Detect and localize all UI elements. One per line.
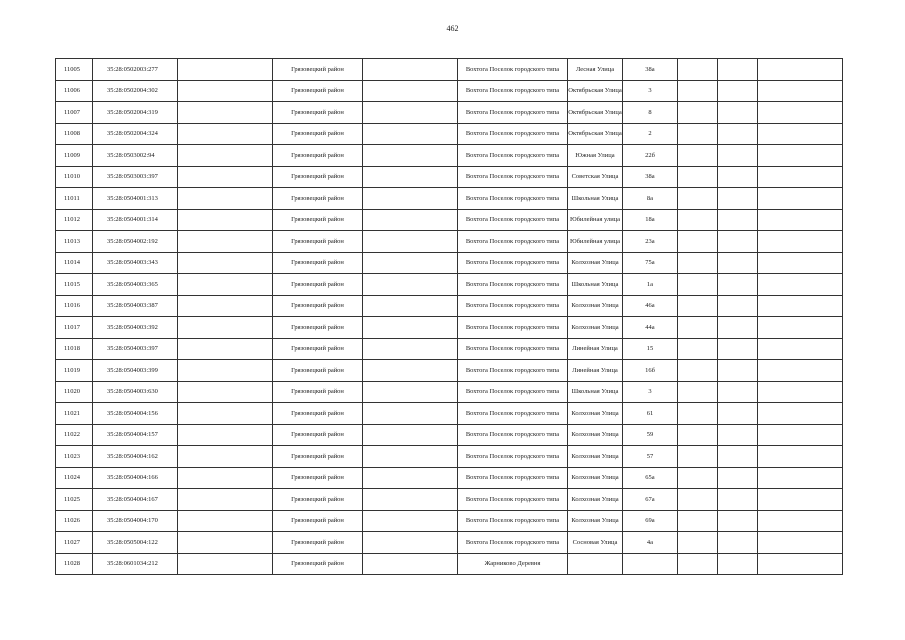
empty-cell [758,295,843,317]
empty-cell [678,338,718,360]
empty-cell [718,317,758,339]
empty-cell [758,102,843,124]
district-cell: Грязовецкий район [273,360,363,382]
table-row [56,274,843,296]
house-number-cell: 23а [623,231,678,253]
empty-cell [758,510,843,532]
table-row [56,209,843,231]
district-cell: Грязовецкий район [273,188,363,210]
empty-cell [758,123,843,145]
empty-cell [758,145,843,167]
house-number-cell [623,553,678,575]
empty-cell [758,252,843,274]
empty-cell [178,102,273,124]
cadastral-number-cell: 35:28:0504004:162 [93,446,178,468]
table-row [56,553,843,575]
row-number-cell: 11028 [56,553,93,575]
row-number-cell: 11023 [56,446,93,468]
cadastral-number-cell: 35:28:0502004:302 [93,80,178,102]
empty-cell [758,166,843,188]
empty-cell [363,553,458,575]
empty-cell [718,360,758,382]
empty-cell [678,532,718,554]
settlement-cell: Вохтога Поселок городского типа [458,166,568,188]
empty-cell [678,102,718,124]
cadastral-number-cell: 35:28:0504001:314 [93,209,178,231]
cadastral-number-cell: 35:28:0504004:166 [93,467,178,489]
empty-cell [363,209,458,231]
empty-cell [363,532,458,554]
street-cell: Колхозная Улица [568,424,623,446]
empty-cell [363,489,458,511]
empty-cell [718,553,758,575]
district-cell: Грязовецкий район [273,102,363,124]
table-row [56,532,843,554]
district-cell: Грязовецкий район [273,274,363,296]
table-row [56,403,843,425]
row-number-cell: 11006 [56,80,93,102]
empty-cell [758,188,843,210]
row-number-cell: 11026 [56,510,93,532]
empty-cell [718,489,758,511]
district-cell: Грязовецкий район [273,145,363,167]
empty-cell [178,295,273,317]
cadastral-number-cell: 35:28:0601034:212 [93,553,178,575]
house-number-cell: 65а [623,467,678,489]
house-number-cell: 3 [623,381,678,403]
empty-cell [718,510,758,532]
cadastral-number-cell: 35:28:0502004:319 [93,102,178,124]
street-cell: Лесная Улица [568,59,623,81]
street-cell: Колхозная Улица [568,403,623,425]
empty-cell [678,424,718,446]
cadastral-number-cell: 35:28:0504003:343 [93,252,178,274]
cadastral-number-cell: 35:28:0503002:94 [93,145,178,167]
cadastral-number-cell: 35:28:0505004:122 [93,532,178,554]
empty-cell [363,317,458,339]
table-row [56,317,843,339]
empty-cell [758,532,843,554]
row-number-cell: 11012 [56,209,93,231]
district-cell: Грязовецкий район [273,123,363,145]
settlement-cell: Вохтога Поселок городского типа [458,532,568,554]
empty-cell [718,532,758,554]
table-row [56,188,843,210]
empty-cell [718,59,758,81]
table-row [56,381,843,403]
settlement-cell: Вохтога Поселок городского типа [458,338,568,360]
empty-cell [178,231,273,253]
empty-cell [678,381,718,403]
empty-cell [718,231,758,253]
empty-cell [678,489,718,511]
empty-cell [718,295,758,317]
empty-cell [678,188,718,210]
street-cell: Октябрьская Улица [568,123,623,145]
district-cell: Грязовецкий район [273,553,363,575]
empty-cell [678,145,718,167]
row-number-cell: 11007 [56,102,93,124]
street-cell: Линейная Улица [568,360,623,382]
house-number-cell: 8 [623,102,678,124]
district-cell: Грязовецкий район [273,467,363,489]
empty-cell [758,59,843,81]
empty-cell [178,467,273,489]
cadastral-number-cell: 35:28:0504003:392 [93,317,178,339]
empty-cell [758,231,843,253]
row-number-cell: 11020 [56,381,93,403]
house-number-cell: 46а [623,295,678,317]
house-number-cell: 16б [623,360,678,382]
empty-cell [178,403,273,425]
empty-cell [178,489,273,511]
house-number-cell: 38а [623,59,678,81]
district-cell: Грязовецкий район [273,80,363,102]
street-cell: Юбилейная улица [568,209,623,231]
table-row [56,80,843,102]
empty-cell [718,274,758,296]
cadastral-number-cell: 35:28:0504003:630 [93,381,178,403]
street-cell: Колхозная Улица [568,510,623,532]
settlement-cell: Вохтога Поселок городского типа [458,59,568,81]
district-cell: Грязовецкий район [273,403,363,425]
empty-cell [678,317,718,339]
empty-cell [758,209,843,231]
district-cell: Грязовецкий район [273,317,363,339]
empty-cell [178,80,273,102]
empty-cell [718,381,758,403]
settlement-cell: Вохтога Поселок городского типа [458,123,568,145]
settlement-cell: Вохтога Поселок городского типа [458,317,568,339]
settlement-cell: Вохтога Поселок городского типа [458,403,568,425]
empty-cell [678,553,718,575]
row-number-cell: 11021 [56,403,93,425]
empty-cell [363,338,458,360]
cadastral-number-cell: 35:28:0504003:399 [93,360,178,382]
empty-cell [178,446,273,468]
row-number-cell: 11011 [56,188,93,210]
district-cell: Грязовецкий район [273,209,363,231]
settlement-cell: Вохтога Поселок городского типа [458,231,568,253]
house-number-cell: 1а [623,274,678,296]
house-number-cell: 38а [623,166,678,188]
street-cell: Школьная Улица [568,381,623,403]
empty-cell [363,510,458,532]
empty-cell [678,360,718,382]
row-number-cell: 11018 [56,338,93,360]
table-row [56,338,843,360]
empty-cell [678,403,718,425]
empty-cell [178,338,273,360]
street-cell: Школьная Улица [568,188,623,210]
cadastral-number-cell: 35:28:0503003:397 [93,166,178,188]
empty-cell [363,295,458,317]
empty-cell [718,166,758,188]
page-number: 462 [446,24,459,33]
settlement-cell: Вохтога Поселок городского типа [458,424,568,446]
table-row [56,424,843,446]
cadastral-number-cell: 35:28:0504004:157 [93,424,178,446]
table-row [56,166,843,188]
empty-cell [718,209,758,231]
settlement-cell: Вохтога Поселок городского типа [458,467,568,489]
street-cell: Южная Улица [568,145,623,167]
cadastral-number-cell: 35:28:0504003:365 [93,274,178,296]
empty-cell [758,274,843,296]
empty-cell [363,59,458,81]
settlement-cell: Вохтога Поселок городского типа [458,381,568,403]
empty-cell [363,80,458,102]
empty-cell [178,166,273,188]
empty-cell [718,145,758,167]
district-cell: Грязовецкий район [273,166,363,188]
row-number-cell: 11015 [56,274,93,296]
street-cell: Колхозная Улица [568,317,623,339]
empty-cell [363,403,458,425]
street-cell: Колхозная Улица [568,467,623,489]
empty-cell [678,252,718,274]
empty-cell [178,274,273,296]
district-cell: Грязовецкий район [273,295,363,317]
row-number-cell: 11019 [56,360,93,382]
district-cell: Грязовецкий район [273,381,363,403]
settlement-cell: Вохтога Поселок городского типа [458,295,568,317]
empty-cell [178,510,273,532]
district-cell: Грязовецкий район [273,446,363,468]
empty-cell [678,446,718,468]
row-number-cell: 11014 [56,252,93,274]
empty-cell [718,467,758,489]
street-cell: Октябрьская Улица [568,102,623,124]
empty-cell [718,80,758,102]
empty-cell [363,446,458,468]
row-number-cell: 11022 [56,424,93,446]
table-row [56,295,843,317]
empty-cell [718,123,758,145]
district-cell: Грязовецкий район [273,489,363,511]
empty-cell [718,252,758,274]
district-cell: Грязовецкий район [273,231,363,253]
cadastral-number-cell: 35:28:0504004:170 [93,510,178,532]
cadastral-number-cell: 35:28:0504003:397 [93,338,178,360]
settlement-cell: Вохтога Поселок городского типа [458,446,568,468]
cadastral-number-cell: 35:28:0502003:277 [93,59,178,81]
row-number-cell: 11027 [56,532,93,554]
empty-cell [678,231,718,253]
street-cell: Школьная Улица [568,274,623,296]
empty-cell [178,381,273,403]
row-number-cell: 11005 [56,59,93,81]
empty-cell [363,274,458,296]
empty-cell [363,166,458,188]
empty-cell [363,381,458,403]
empty-cell [758,553,843,575]
empty-cell [678,80,718,102]
district-cell: Грязовецкий район [273,59,363,81]
empty-cell [178,209,273,231]
empty-cell [363,252,458,274]
empty-cell [178,360,273,382]
row-number-cell: 11016 [56,295,93,317]
empty-cell [718,424,758,446]
empty-cell [758,467,843,489]
row-number-cell: 11009 [56,145,93,167]
empty-cell [718,338,758,360]
table-row [56,510,843,532]
street-cell: Сосновая Улица [568,532,623,554]
district-cell: Грязовецкий район [273,510,363,532]
table-row [56,252,843,274]
table-body [56,59,843,575]
house-number-cell: 69а [623,510,678,532]
empty-cell [363,102,458,124]
empty-cell [758,424,843,446]
empty-cell [758,403,843,425]
house-number-cell: 22б [623,145,678,167]
registry-table [55,58,843,575]
settlement-cell: Вохтога Поселок городского типа [458,489,568,511]
table-row [56,102,843,124]
house-number-cell: 18а [623,209,678,231]
empty-cell [678,123,718,145]
empty-cell [718,446,758,468]
empty-cell [178,532,273,554]
empty-cell [178,424,273,446]
district-cell: Грязовецкий район [273,424,363,446]
house-number-cell: 67а [623,489,678,511]
district-cell: Грязовецкий район [273,532,363,554]
house-number-cell: 61 [623,403,678,425]
empty-cell [718,188,758,210]
empty-cell [758,317,843,339]
street-cell: Линейная Улица [568,338,623,360]
empty-cell [678,467,718,489]
settlement-cell: Вохтога Поселок городского типа [458,274,568,296]
empty-cell [363,360,458,382]
row-number-cell: 11008 [56,123,93,145]
street-cell: Колхозная Улица [568,295,623,317]
settlement-cell: Вохтога Поселок городского типа [458,209,568,231]
empty-cell [178,123,273,145]
table-row [56,59,843,81]
house-number-cell: 8а [623,188,678,210]
row-number-cell: 11024 [56,467,93,489]
empty-cell [758,446,843,468]
house-number-cell: 3 [623,80,678,102]
empty-cell [678,59,718,81]
street-cell: Колхозная Улица [568,489,623,511]
empty-cell [178,188,273,210]
row-number-cell: 11010 [56,166,93,188]
empty-cell [678,274,718,296]
empty-cell [178,59,273,81]
settlement-cell: Вохтога Поселок городского типа [458,80,568,102]
district-cell: Грязовецкий район [273,252,363,274]
row-number-cell: 11025 [56,489,93,511]
settlement-cell: Вохтога Поселок городского типа [458,188,568,210]
empty-cell [363,188,458,210]
empty-cell [363,231,458,253]
street-cell: Юбилейная улица [568,231,623,253]
table-row [56,360,843,382]
settlement-cell: Вохтога Поселок городского типа [458,145,568,167]
cadastral-number-cell: 35:28:0504003:387 [93,295,178,317]
table-row [56,231,843,253]
empty-cell [758,360,843,382]
house-number-cell: 75а [623,252,678,274]
empty-cell [758,80,843,102]
empty-cell [178,553,273,575]
cadastral-number-cell: 35:28:0502004:324 [93,123,178,145]
street-cell: Колхозная Улица [568,446,623,468]
table-row [56,446,843,468]
cadastral-number-cell: 35:28:0504002:192 [93,231,178,253]
table-row [56,145,843,167]
empty-cell [363,424,458,446]
empty-cell [758,338,843,360]
empty-cell [718,102,758,124]
street-cell [568,553,623,575]
empty-cell [678,295,718,317]
empty-cell [758,489,843,511]
empty-cell [178,145,273,167]
street-cell: Октябрьская Улица [568,80,623,102]
empty-cell [363,145,458,167]
settlement-cell: Вохтога Поселок городского типа [458,360,568,382]
house-number-cell: 57 [623,446,678,468]
table-row [56,467,843,489]
empty-cell [678,510,718,532]
house-number-cell: 59 [623,424,678,446]
empty-cell [718,403,758,425]
empty-cell [678,209,718,231]
house-number-cell: 4а [623,532,678,554]
empty-cell [178,317,273,339]
street-cell: Колхозная Улица [568,252,623,274]
cadastral-number-cell: 35:28:0504001:313 [93,188,178,210]
settlement-cell: Вохтога Поселок городского типа [458,102,568,124]
cadastral-number-cell: 35:28:0504004:156 [93,403,178,425]
empty-cell [678,166,718,188]
table-row [56,489,843,511]
table-row [56,123,843,145]
row-number-cell: 11013 [56,231,93,253]
row-number-cell: 11017 [56,317,93,339]
empty-cell [363,123,458,145]
empty-cell [363,467,458,489]
cadastral-number-cell: 35:28:0504004:167 [93,489,178,511]
settlement-cell: Вохтога Поселок городского типа [458,252,568,274]
settlement-cell: Вохтога Поселок городского типа [458,510,568,532]
empty-cell [758,381,843,403]
house-number-cell: 44а [623,317,678,339]
district-cell: Грязовецкий район [273,338,363,360]
house-number-cell: 15 [623,338,678,360]
empty-cell [178,252,273,274]
street-cell: Советская Улица [568,166,623,188]
house-number-cell: 2 [623,123,678,145]
settlement-cell: Жарниково Деревня [458,553,568,575]
